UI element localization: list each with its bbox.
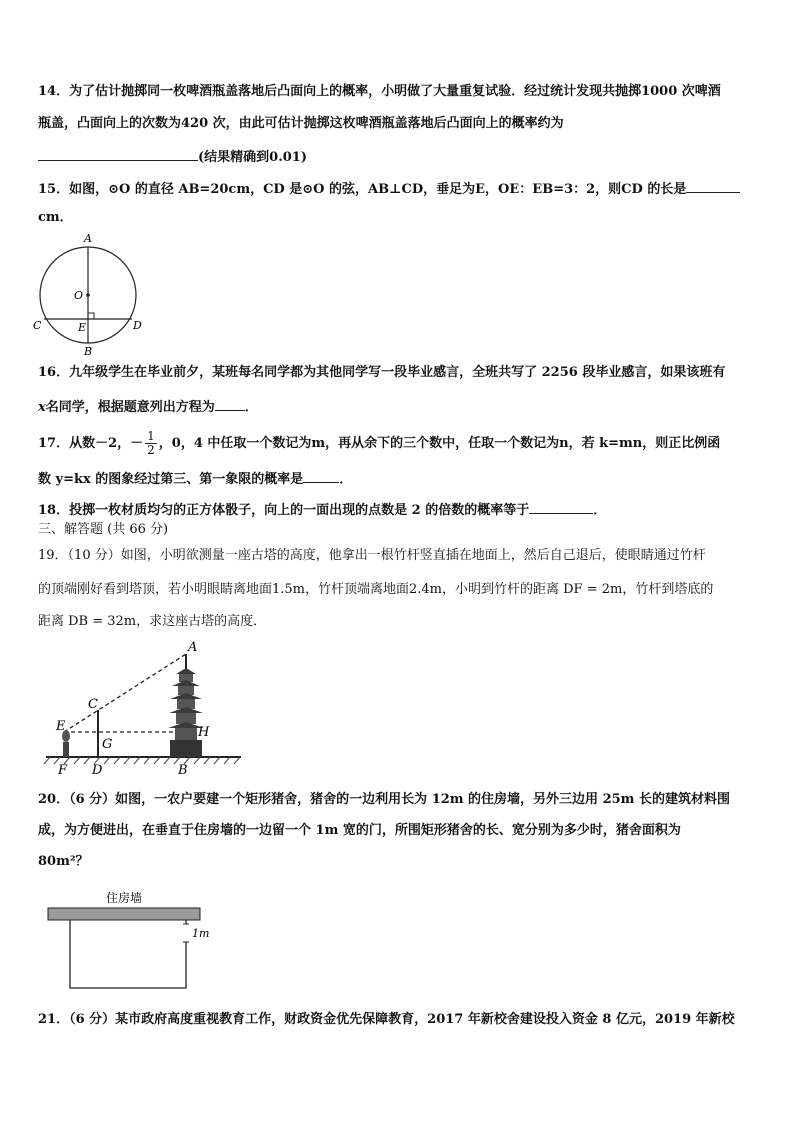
label-d: D: [133, 319, 142, 332]
person-figure: [62, 730, 70, 757]
q19-pagoda-figure: [36, 640, 256, 780]
sight-line: [64, 654, 186, 732]
fraction-one-half: $\frac{1}{2}$: [147, 429, 155, 457]
label-e: E: [78, 321, 87, 334]
right-angle-mark: [88, 313, 94, 319]
q15-circle-figure: [30, 230, 150, 360]
door-label: 1m: [192, 927, 210, 940]
pen-fence: [70, 920, 186, 988]
q19-line-3: 距离 DB = 32m，求这座古塔的高度．: [38, 614, 267, 629]
q16-line-2: x名同学，根据题意列出方程为 ．: [38, 397, 258, 416]
q19-line-1: 19．（10 分）如图，小明欲测量一座古塔的高度，他拿出一根竹杆竖直插在地面上，然后自己退后，使眼睛通过竹杆: [38, 548, 706, 563]
q17-line-2: 数 y=kx 的图象经过第三、第一象限的概率是 ．: [38, 469, 352, 488]
label-g: G: [102, 737, 113, 752]
q17-line-1: 17．从数－2，－ $\frac{1}{2}$ ，0，4 中任取一个数记为m，再从余下的三个数中，任取一个数记为n，若 k=mn，则正比例函: [38, 429, 721, 457]
label-h: H: [198, 725, 210, 740]
section-heading: 三、解答题 (共 66 分): [38, 522, 169, 537]
q15-line-2: cm．: [38, 210, 73, 225]
label-e: E: [56, 719, 66, 734]
q20-line-2: 成，为方便进出，在垂直于住房墙的一边留一个 1m 宽的门，所围矩形猪舍的长、宽分别为多少时，猪舍面积为: [38, 823, 681, 838]
answer-blank: [215, 397, 245, 411]
pagoda-figure: [168, 654, 204, 757]
q20-line-3: 80m²？: [38, 854, 89, 869]
label-b: B: [178, 763, 188, 778]
label-b: B: [84, 345, 93, 358]
label-c: C: [88, 697, 98, 712]
q16-line-1: 16．九年级学生在毕业前夕，某班每名同学都为其他同学写一段毕业感言，全班共写了 2256 段毕业感言，如果该班有: [38, 365, 726, 380]
q14-line-1: 14．为了估计抛掷同一枚啤酒瓶盖落地后凸面向上的概率，小明做了大量重复试验．经过统计发现共抛掷1000 次啤酒: [38, 84, 721, 99]
label-a: A: [188, 640, 198, 655]
q21-line-1: 21．（6 分）某市政府高度重视教育工作，财政资金优先保障教育，2017 年新校舍建设投入资金 8 亿元，2019 年新校: [38, 1012, 735, 1027]
answer-blank: [303, 469, 339, 483]
center-point: [86, 293, 90, 297]
answer-blank: [38, 147, 198, 161]
label-a: A: [84, 232, 92, 245]
answer-blank: [529, 500, 593, 514]
q20-pigpen-figure: [44, 886, 224, 996]
house-wall: [48, 908, 200, 920]
q14-line-2: 瓶盖，凸面向上的次数为420 次，由此可估计抛掷这枚啤酒瓶盖落地后凸面向上的概率约为: [38, 116, 564, 131]
q14-line-3: (结果精确到0.01): [38, 147, 307, 166]
label-c: C: [33, 319, 42, 332]
q19-line-2: 的顶端刚好看到塔顶，若小明眼睛离地面1.5m，竹杆顶端离地面2.4m，小明到竹杆的距离 DF = 2m，竹杆到塔底的: [38, 582, 714, 597]
answer-blank: [686, 179, 740, 193]
q20-line-1: 20．（6 分）如图，一农户要建一个矩形猪舍，猪舍的一边利用长为 12m 的住房墙，另外三边用 25m 长的建筑材料围: [38, 792, 730, 807]
ground-hatching: [44, 757, 240, 764]
wall-label: 住房墙: [106, 891, 143, 905]
label-f: F: [58, 763, 68, 778]
q15-line-1: 15．如图，⊙O 的直径 AB=20cm，CD 是⊙O 的弦，AB⊥CD，垂足为E，OE：EB=3：2，则CD 的长是: [38, 179, 740, 198]
q18-line-1: 18．投掷一枚材质均匀的正方体骰子，向上的一面出现的点数是 2 的倍数的概率等于 ．: [38, 500, 606, 519]
label-o: O: [74, 289, 84, 302]
label-d: D: [92, 763, 103, 778]
